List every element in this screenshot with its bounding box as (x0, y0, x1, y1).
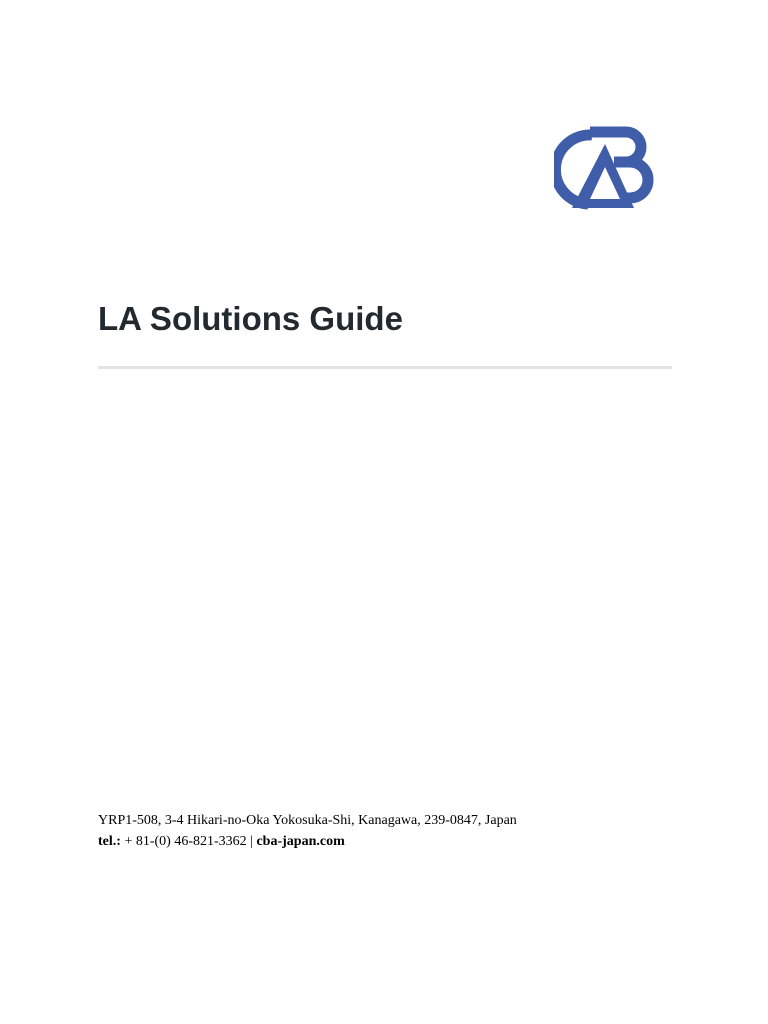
tel-value: + 81-(0) 46-821-3362 | (120, 834, 257, 849)
title-divider (98, 366, 672, 369)
company-logo (554, 124, 656, 216)
cba-logo-icon (554, 124, 656, 216)
website-link[interactable]: cba-japan.com (256, 834, 345, 849)
address-line: YRP1-508, 3-4 Hikari-no-Oka Yokosuka-Shi, Kanagawa, 239-0847, Japan (98, 813, 517, 828)
contact-footer (98, 810, 698, 852)
document-title: LA Solutions Guide (98, 300, 403, 337)
tel-label: tel.: (98, 834, 121, 849)
contact-line (98, 831, 698, 852)
